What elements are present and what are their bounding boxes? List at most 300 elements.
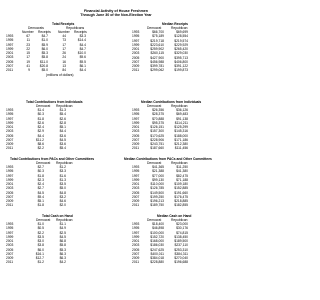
year-cell: 2005 xyxy=(132,247,140,252)
value-cell: $12.7 xyxy=(35,256,44,260)
year-cell: 2007 xyxy=(132,137,140,142)
value-cell: $100,000 xyxy=(150,230,164,235)
value-cell: $3.6 xyxy=(59,133,66,138)
year-cell: 2007 xyxy=(6,251,14,256)
total-receipts-title: Total Receipts xyxy=(52,22,75,26)
total-cash-dem-header: Democrat xyxy=(36,218,51,222)
value-cell: $9.5 xyxy=(79,59,86,64)
year-cell: 2011 xyxy=(6,68,14,72)
year-cell: 2007 xyxy=(132,251,140,256)
year-cell: 1999 xyxy=(132,120,140,125)
value-cell: $110,000 xyxy=(150,182,164,186)
table-row xyxy=(0,68,100,72)
value-cell: $196,213 xyxy=(150,199,164,203)
value-cell: $4.8 xyxy=(59,190,66,195)
value-cell: $6.3 xyxy=(59,256,66,260)
year-cell: 1993 xyxy=(132,108,140,112)
value-cell: $5.4 xyxy=(59,112,66,117)
median-individuals-title: Median Contributions from Individuals xyxy=(141,100,202,104)
year-cell: 1997 xyxy=(132,38,140,43)
year-cell: 2009 xyxy=(132,199,140,203)
value-cell: $406,800 xyxy=(174,59,188,64)
value-cell: $218,885 xyxy=(174,199,188,203)
value-cell: $82,475 xyxy=(176,173,188,178)
year-cell: 2005 xyxy=(132,55,140,60)
value-cell: 22 xyxy=(26,46,30,51)
year-cell: 2001 xyxy=(132,125,140,129)
value-cell: $9.4 xyxy=(37,194,44,199)
value-cell: $189,500 xyxy=(174,239,188,243)
value-cell: $4.4 xyxy=(79,42,86,47)
value-cell: $189,750 xyxy=(150,203,164,208)
year-cell: 1995 xyxy=(6,226,14,231)
value-cell: $3.3 xyxy=(59,169,66,174)
year-cell: 2011 xyxy=(132,68,140,73)
value-cell: $4.5 xyxy=(59,234,66,239)
year-cell: 2001 xyxy=(132,239,140,243)
value-cell: $2.3 xyxy=(37,177,44,182)
total-receipts-table xyxy=(0,34,100,72)
value-cell: $95,375 xyxy=(152,120,164,125)
value-cell: $176,475 xyxy=(174,194,188,199)
year-cell: 1997 xyxy=(6,230,14,235)
value-cell: $0.3 xyxy=(37,169,44,174)
value-cell: $3.5 xyxy=(59,182,66,186)
value-cell: $11.0 xyxy=(39,59,48,64)
value-cell: $1.2 xyxy=(59,165,66,169)
value-cell: $145,316 xyxy=(174,129,188,134)
col-header-receipts-rep: Receipts xyxy=(74,30,87,34)
value-cell: $5.3 xyxy=(41,51,48,55)
year-cell: 1997 xyxy=(132,173,140,178)
year-cell: 2003 xyxy=(6,186,14,191)
value-cell: $4.5 xyxy=(59,137,66,142)
year-cell: 1993 xyxy=(6,165,14,169)
value-cell: 67 xyxy=(26,34,30,38)
value-cell: $2.9 xyxy=(37,129,44,134)
value-cell: $11.2 xyxy=(35,137,44,142)
year-cell: 1999 xyxy=(6,120,14,125)
value-cell: $4.6 xyxy=(59,199,66,203)
year-cell: 2001 xyxy=(132,182,140,186)
value-cell: 41 xyxy=(26,63,30,68)
value-cell: 13 xyxy=(62,63,66,68)
year-cell: 2001 xyxy=(132,47,140,51)
year-cell: 1999 xyxy=(132,177,140,182)
value-cell: $199,873 xyxy=(174,68,188,73)
year-cell: 2011 xyxy=(6,260,14,265)
republicans-header: Republicans xyxy=(66,26,85,30)
value-cell: $21,388 xyxy=(152,169,164,174)
value-cell: $5.1 xyxy=(59,125,66,129)
value-cell: $1.4 xyxy=(37,108,44,112)
year-cell: 2005 xyxy=(132,190,140,195)
value-cell: 23 xyxy=(26,42,30,47)
value-cell: $109,180 xyxy=(174,182,188,186)
year-cell: 2003 xyxy=(6,243,14,248)
year-cell: 1995 xyxy=(6,169,14,174)
total-cash-table xyxy=(0,222,100,265)
value-cell: $265,420 xyxy=(174,47,188,51)
value-cell: $3.3 xyxy=(79,34,86,38)
value-cell: $74,815 xyxy=(176,230,188,235)
value-cell: 26 xyxy=(62,51,66,55)
year-cell: 1999 xyxy=(6,177,14,182)
value-cell: $187,660 xyxy=(150,146,164,151)
value-cell: $253,310 xyxy=(174,247,188,252)
value-cell: $228,880 xyxy=(150,260,164,265)
median-cash-rep-header: Republican xyxy=(171,218,188,222)
median-pacs-table xyxy=(120,165,220,208)
year-cell: 1999 xyxy=(132,234,140,239)
value-cell: 17 xyxy=(26,55,30,60)
median-receipts-rep-header: Republican xyxy=(171,26,188,30)
value-cell: $4.4 xyxy=(79,68,86,72)
value-cell: $149,500 xyxy=(150,190,164,195)
year-cell: 2009 xyxy=(6,142,14,146)
year-cell: 1995 xyxy=(132,34,140,39)
value-cell: $2.6 xyxy=(37,120,44,125)
value-cell: $243,751 xyxy=(150,142,164,146)
value-cell: $99,130 xyxy=(152,177,164,182)
table-row xyxy=(120,203,220,207)
value-cell: $2.2 xyxy=(37,230,44,235)
value-cell: $5.3 xyxy=(59,247,66,252)
value-cell: $5.4 xyxy=(59,146,66,151)
value-cell: $182,855 xyxy=(174,203,188,208)
value-cell: $4.7 xyxy=(41,34,48,38)
value-cell: $2.7 xyxy=(37,186,44,191)
table-row xyxy=(120,68,220,72)
value-cell: $111,456 xyxy=(174,146,188,151)
value-cell: $28,375 xyxy=(152,112,164,117)
year-cell: 2001 xyxy=(6,51,14,55)
value-cell: $391,122 xyxy=(174,64,188,68)
table-row xyxy=(120,260,220,264)
value-cell: $4.5 xyxy=(37,190,44,195)
value-cell: $4.2 xyxy=(59,260,66,265)
median-cash-table xyxy=(120,222,220,265)
year-cell: 1997 xyxy=(132,116,140,121)
value-cell: $6.8 xyxy=(59,239,66,243)
value-cell: 17 xyxy=(62,46,66,51)
year-cell: 1995 xyxy=(6,112,14,117)
value-cell: $219,574 xyxy=(174,38,188,43)
value-cell: $6.1 xyxy=(79,63,86,68)
year-cell: 2005 xyxy=(6,247,14,252)
year-cell: 2003 xyxy=(132,129,140,134)
year-cell: 2003 xyxy=(132,243,140,248)
year-cell: 2005 xyxy=(6,59,14,64)
value-cell: $395,713 xyxy=(174,55,188,60)
value-cell: $223,610 xyxy=(150,42,164,47)
value-cell: $3.0 xyxy=(37,239,44,243)
value-cell: $23,000 xyxy=(176,222,188,226)
value-cell: $299,062 xyxy=(150,68,164,73)
median-cash-title: Median Cash on Hand xyxy=(157,214,192,218)
value-cell: $400,011 xyxy=(150,251,164,256)
value-cell: $70,888 xyxy=(152,116,164,121)
value-cell: $5.8 xyxy=(41,55,48,60)
value-cell: $384,018 xyxy=(150,256,164,260)
year-cell: 2011 xyxy=(132,146,140,151)
value-cell: $8.6 xyxy=(37,142,44,146)
year-cell: 2007 xyxy=(6,194,14,199)
value-cell: $2.2 xyxy=(37,146,44,151)
total-individuals-rep-header: Republican xyxy=(56,104,73,108)
value-cell: $152,720 xyxy=(150,234,164,239)
value-cell: $170,625 xyxy=(150,133,164,138)
value-cell: $30,176 xyxy=(176,226,188,231)
table-row xyxy=(0,203,100,207)
year-cell: 2009 xyxy=(132,142,140,146)
value-cell: $4.7 xyxy=(79,46,86,51)
value-cell: $171,186 xyxy=(174,137,188,142)
year-cell: 2005 xyxy=(132,133,140,138)
value-cell: $66,700 xyxy=(152,30,164,34)
value-cell: $77,000 xyxy=(152,173,164,178)
value-cell: $69,483 xyxy=(176,112,188,117)
value-cell: $237,110 xyxy=(174,243,188,248)
median-receipts-table xyxy=(120,30,220,73)
value-cell: $1.3 xyxy=(59,108,66,112)
value-cell: $2.0 xyxy=(59,203,66,208)
year-cell: 2009 xyxy=(132,256,140,260)
year-cell: 1995 xyxy=(132,169,140,174)
page-title: Financial Activity of House Freshmen xyxy=(84,9,148,13)
year-cell: 2005 xyxy=(6,190,14,195)
value-cell: $3.8 xyxy=(37,243,44,248)
year-cell: 2003 xyxy=(6,129,14,134)
value-cell: $399,781 xyxy=(150,64,164,68)
total-receipts-note: (millions of dollars) xyxy=(46,73,74,77)
median-individuals-table xyxy=(120,108,220,151)
value-cell: $4.4 xyxy=(37,133,44,138)
value-cell: $126,151 xyxy=(150,125,164,129)
year-cell: 2001 xyxy=(6,182,14,186)
value-cell: $1.1 xyxy=(59,222,66,226)
value-cell: $138,450 xyxy=(174,234,188,239)
year-cell: 2009 xyxy=(6,256,14,260)
value-cell: $6.3 xyxy=(59,251,66,256)
year-cell: 1995 xyxy=(132,112,140,117)
value-cell: $2.8 xyxy=(59,120,66,125)
year-cell: 1993 xyxy=(132,222,140,226)
value-cell: $5.9 xyxy=(41,42,48,47)
value-cell: $191,660 xyxy=(174,190,188,195)
median-individuals-rep-header: Republican xyxy=(171,104,188,108)
value-cell: $0.3 xyxy=(37,112,44,117)
value-cell: $186,030 xyxy=(150,243,164,248)
value-cell: $4.9 xyxy=(59,226,66,231)
median-cash-dem-header: Democrat xyxy=(147,218,162,222)
value-cell: $5.8 xyxy=(59,243,66,248)
value-cell: $3.5 xyxy=(37,234,44,239)
value-cell: $10.0 xyxy=(77,51,86,55)
value-cell: $71,188 xyxy=(176,177,188,182)
value-cell: $5.0 xyxy=(41,68,48,72)
year-cell: 2009 xyxy=(132,64,140,68)
value-cell: $1.3 xyxy=(59,177,66,182)
value-cell: $20.8 xyxy=(39,63,48,68)
value-cell: 9 xyxy=(28,68,30,72)
value-cell: $5.1 xyxy=(37,199,44,203)
total-cash-title: Total Cash on Hand xyxy=(42,214,73,218)
value-cell: $1.8 xyxy=(37,116,44,121)
total-pacs-rep-header: Republican xyxy=(56,161,73,165)
value-cell: $2.4 xyxy=(37,125,44,129)
value-cell: $114,211 xyxy=(174,120,188,125)
year-cell: 2011 xyxy=(132,260,140,265)
year-cell: 2003 xyxy=(132,186,140,191)
value-cell: $16.1 xyxy=(35,251,44,256)
year-cell: 2011 xyxy=(6,146,14,151)
page-subtitle: Through June 30 of the Non-Election Year xyxy=(80,13,152,17)
value-cell: $1.6 xyxy=(59,173,66,178)
democrats-header: Democrats xyxy=(28,26,44,30)
year-cell: 1993 xyxy=(132,30,140,34)
value-cell: $152,885 xyxy=(174,186,188,191)
value-cell: $9.6 xyxy=(79,55,86,60)
table-row xyxy=(120,146,220,150)
year-cell: 1997 xyxy=(132,230,140,235)
year-cell: 1995 xyxy=(132,226,140,231)
value-cell: $1.8 xyxy=(37,203,44,208)
value-cell: $2.6 xyxy=(59,116,66,121)
year-cell: 2011 xyxy=(132,203,140,208)
median-individuals-dem-header: Democrat xyxy=(147,104,162,108)
year-cell: 1999 xyxy=(132,42,140,47)
value-cell: $14.4 xyxy=(77,38,86,43)
value-cell: 16 xyxy=(62,59,66,64)
median-receipts-title: Median Receipts xyxy=(162,22,189,26)
median-receipts-dem-header: Democrat xyxy=(147,26,162,30)
value-cell: $1.8 xyxy=(37,173,44,178)
value-cell: 17 xyxy=(62,42,66,47)
year-cell: 1993 xyxy=(6,34,14,38)
value-cell: 15 xyxy=(26,51,30,55)
year-cell: 1997 xyxy=(6,42,14,47)
table-row xyxy=(0,260,100,264)
value-cell: $41,365 xyxy=(152,165,164,169)
year-cell: 2011 xyxy=(6,203,14,208)
year-cell: 1993 xyxy=(132,165,140,169)
value-cell: $2.5 xyxy=(59,230,66,235)
year-cell: 1993 xyxy=(6,108,14,112)
total-individuals-table xyxy=(0,108,100,151)
value-cell: $26,356 xyxy=(152,108,164,112)
col-header-number-dem: Number xyxy=(22,30,34,34)
value-cell: $11,250 xyxy=(176,165,188,169)
year-cell: 2007 xyxy=(132,194,140,199)
total-individuals-title: Total Contributions from Individuals xyxy=(26,100,83,104)
value-cell: $36,126 xyxy=(176,108,188,112)
value-cell: $168,000 xyxy=(150,239,164,243)
col-header-number-rep: Number xyxy=(58,30,70,34)
value-cell: $46,898 xyxy=(152,226,164,231)
total-pacs-title: Total Contributions from PACs and Other Committees xyxy=(10,157,95,161)
value-cell: $384,311 xyxy=(174,251,188,256)
col-header-receipts-dem: Receipts xyxy=(38,30,51,34)
year-cell: 2007 xyxy=(6,137,14,142)
value-cell: $196,688 xyxy=(174,260,188,265)
value-cell: $329,030 xyxy=(174,51,188,56)
value-cell: $247,625 xyxy=(150,247,164,252)
value-cell: $91,138 xyxy=(176,116,188,121)
value-cell: $157,300 xyxy=(150,129,164,134)
total-individuals-dem-header: Democrat xyxy=(36,104,51,108)
value-cell: $75,189 xyxy=(152,34,164,39)
value-cell: $219,718 xyxy=(150,38,164,43)
value-cell: $259,902 xyxy=(150,47,164,51)
year-cell: 1997 xyxy=(6,116,14,121)
year-cell: 1993 xyxy=(6,222,14,226)
value-cell: 84 xyxy=(62,68,66,72)
value-cell: $199,250 xyxy=(150,194,164,199)
value-cell: $1.0 xyxy=(37,222,44,226)
value-cell: $18,400 xyxy=(152,222,164,226)
value-cell: $188,000 xyxy=(174,133,188,138)
year-cell: 1997 xyxy=(6,173,14,178)
value-cell: $125,299 xyxy=(174,125,188,129)
value-cell: $41,380 xyxy=(176,169,188,174)
year-cell: 2003 xyxy=(132,51,140,56)
median-pacs-title: Median Contributions from PACs and Other Committees xyxy=(124,157,212,161)
value-cell: $3.6 xyxy=(59,142,66,146)
year-cell: 2007 xyxy=(132,59,140,64)
value-cell: $5.0 xyxy=(59,186,66,191)
year-cell: 2005 xyxy=(6,133,14,138)
value-cell: $456,988 xyxy=(150,59,164,64)
value-cell: $1.0 xyxy=(41,38,48,43)
table-row xyxy=(0,146,100,150)
year-cell: 2001 xyxy=(6,125,14,129)
value-cell: 19 xyxy=(26,59,30,64)
total-pacs-table xyxy=(0,165,100,208)
value-cell: $229,929 xyxy=(174,42,188,47)
value-cell: $126,785 xyxy=(150,186,164,191)
year-cell: 1999 xyxy=(6,234,14,239)
value-cell: $6.0 xyxy=(41,46,48,51)
value-cell: $4.4 xyxy=(59,129,66,134)
value-cell: 44 xyxy=(62,34,66,38)
year-cell: 2003 xyxy=(6,55,14,60)
total-pacs-dem-header: Democrat xyxy=(36,161,51,165)
value-cell: $0.5 xyxy=(37,226,44,231)
value-cell: $260,115 xyxy=(150,51,164,56)
value-cell: $228,906 xyxy=(150,137,164,142)
year-cell: 2001 xyxy=(6,239,14,243)
year-cell: 1995 xyxy=(6,38,14,43)
value-cell: 24 xyxy=(62,55,66,60)
value-cell: $128,554 xyxy=(174,34,188,39)
year-cell: 2007 xyxy=(6,63,14,68)
year-cell: 2009 xyxy=(6,199,14,203)
value-cell: $3.2 xyxy=(59,194,66,199)
value-cell: 11 xyxy=(26,38,30,43)
value-cell: $6.0 xyxy=(37,247,44,252)
median-pacs-rep-header: Republican xyxy=(171,161,188,165)
value-cell: $2.7 xyxy=(37,165,44,169)
value-cell: 73 xyxy=(62,38,66,43)
value-cell: $1.2 xyxy=(37,260,44,265)
median-pacs-dem-header: Democrat xyxy=(147,161,162,165)
value-cell: $270,040 xyxy=(174,256,188,260)
value-cell: $427,900 xyxy=(150,55,164,60)
value-cell: $212,380 xyxy=(174,142,188,146)
total-cash-rep-header: Republican xyxy=(56,218,73,222)
year-cell: 1999 xyxy=(6,46,14,51)
